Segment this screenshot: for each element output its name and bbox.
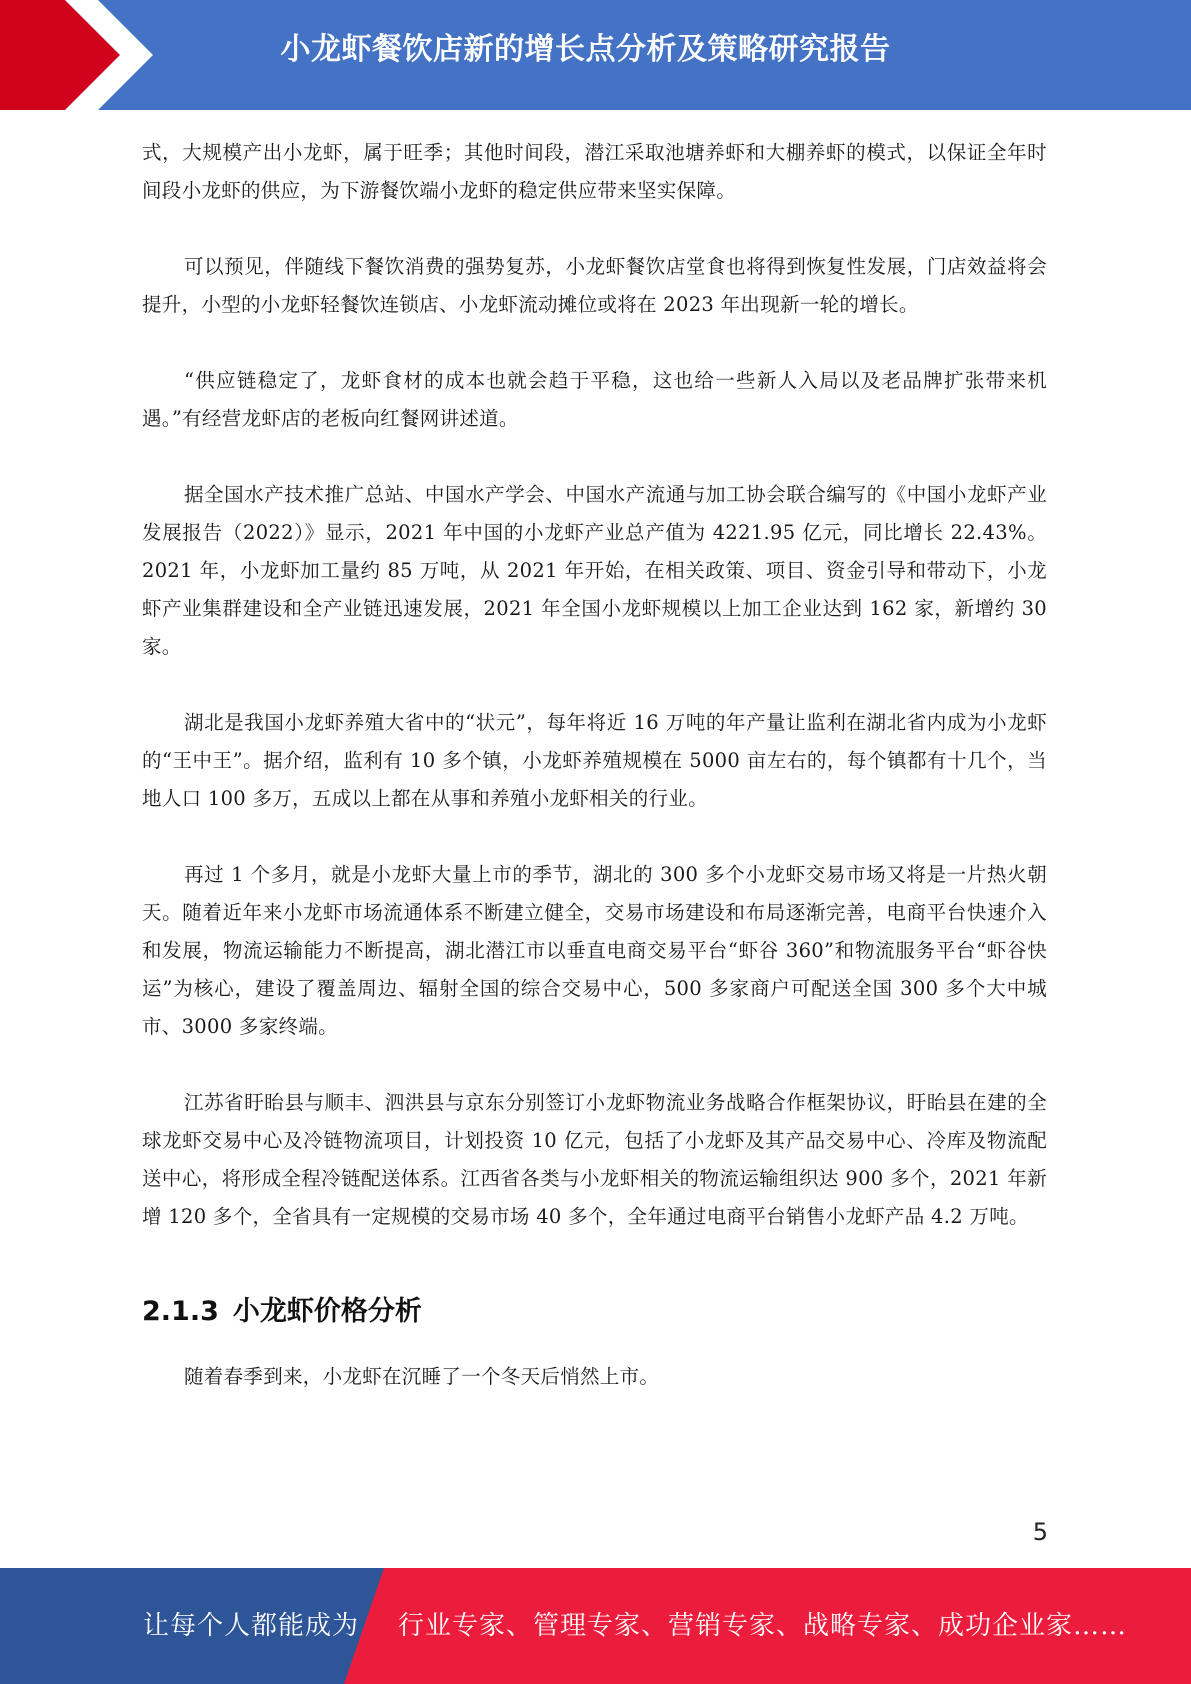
paragraph: 随着春季到来，小龙虾在沉睡了一个冬天后悄然上市。 [184, 1365, 660, 1388]
footer-slogan-right: 行业专家、管理专家、营销专家、战略专家、成功企业家…… [398, 1611, 1128, 1641]
header-arrow-decoration [0, 0, 160, 110]
section-number: 2.1.3 [142, 1296, 219, 1327]
paragraph: 可以预见，伴随线下餐饮消费的强势复苏，小龙虾餐饮店堂食也将得到恢复性发展，门店效益将会提升，小型的小龙虾轻餐饮连锁店、小龙虾流动摊位或将在 2023 年出现新一轮的增长。 [142, 255, 1047, 316]
paragraph: 湖北是我国小龙虾养殖大省中的“状元”，每年将近 16 万吨的年产量让监利在湖北省内成为小龙虾的“王中王”。据介绍，监利有 10 多个镇，小龙虾养殖规模在 5000 亩左右的，每个镇都有十几个，当地人口 100 多万，五成以上都在从事和养殖小龙虾相关的行业。 [142, 711, 1047, 810]
document-title: 小龙虾餐饮店新的增长点分析及策略研究报告 [280, 32, 891, 67]
paragraph: 据全国水产技术推广总站、中国水产学会、中国水产流通与加工协会联合编写的《中国小龙虾产业发展报告（2022）》显示，2021 年中国的小龙虾产业总产值为 4221.95 亿元，同比增长 22.43%。2021 年，小龙虾加工量约 85 万吨，从 2021 年开始，在相关政策、项目、资金引导和带动下，小龙虾产业集群建设和全产业链迅速发展，2021 年全国小龙虾规模以上加工企业达到 162 家，新增约 30 家。 [142, 483, 1047, 658]
section-heading [142, 1292, 1047, 1332]
page-header [0, 0, 1191, 110]
paragraph: 江苏省盱眙县与顺丰、泗洪县与京东分别签订小龙虾物流业务战略合作框架协议，盱眙县在建的全球龙虾交易中心及冷链物流项目，计划投资 10 亿元，包括了小龙虾及其产品交易中心、冷库及物流配送中心，将形成全程冷链配送体系。江西省各类与小龙虾相关的物流运输组织达 900 多个，2021 年新增 120 多个，全省具有一定规模的交易市场 40 多个，全年通过电商平台销售小龙虾产品 4.2 万吨。 [142, 1091, 1047, 1228]
paragraph: 再过 1 个多月，就是小龙虾大量上市的季节，湖北的 300 多个小龙虾交易市场又将是一片热火朝天。随着近年来小龙虾市场流通体系不断建立健全，交易市场建设和布局逐渐完善，电商平台快速介入和发展，物流运输能力不断提高，湖北潜江市以垂直电商交易平台“虾谷 360”和物流服务平台“虾谷快运”为核心，建设了覆盖周边、辐射全国的综合交易中心，500 多家商户可配送全国 300 多个大中城市、3000 多家终端。 [142, 863, 1047, 1038]
page-content [142, 134, 1047, 1434]
page-number: 5 [1032, 1518, 1048, 1546]
paragraph: “供应链稳定了，龙虾食材的成本也就会趋于平稳，这也给一些新人入局以及老品牌扩张带来机遇。”有经营龙虾店的老板向红餐网讲述道。 [142, 369, 1047, 430]
page-footer [0, 1568, 1191, 1684]
footer-slogan-left: 让每个人都能成为 [143, 1611, 360, 1641]
paragraph-continued: 式，大规模产出小龙虾，属于旺季；其他时间段，潜江采取池塘养虾和大棚养虾的模式，以保证全年时间段小龙虾的供应，为下游餐饮端小龙虾的稳定供应带来坚实保障。 [142, 141, 1047, 202]
section-title: 小龙虾价格分析 [232, 1296, 422, 1327]
